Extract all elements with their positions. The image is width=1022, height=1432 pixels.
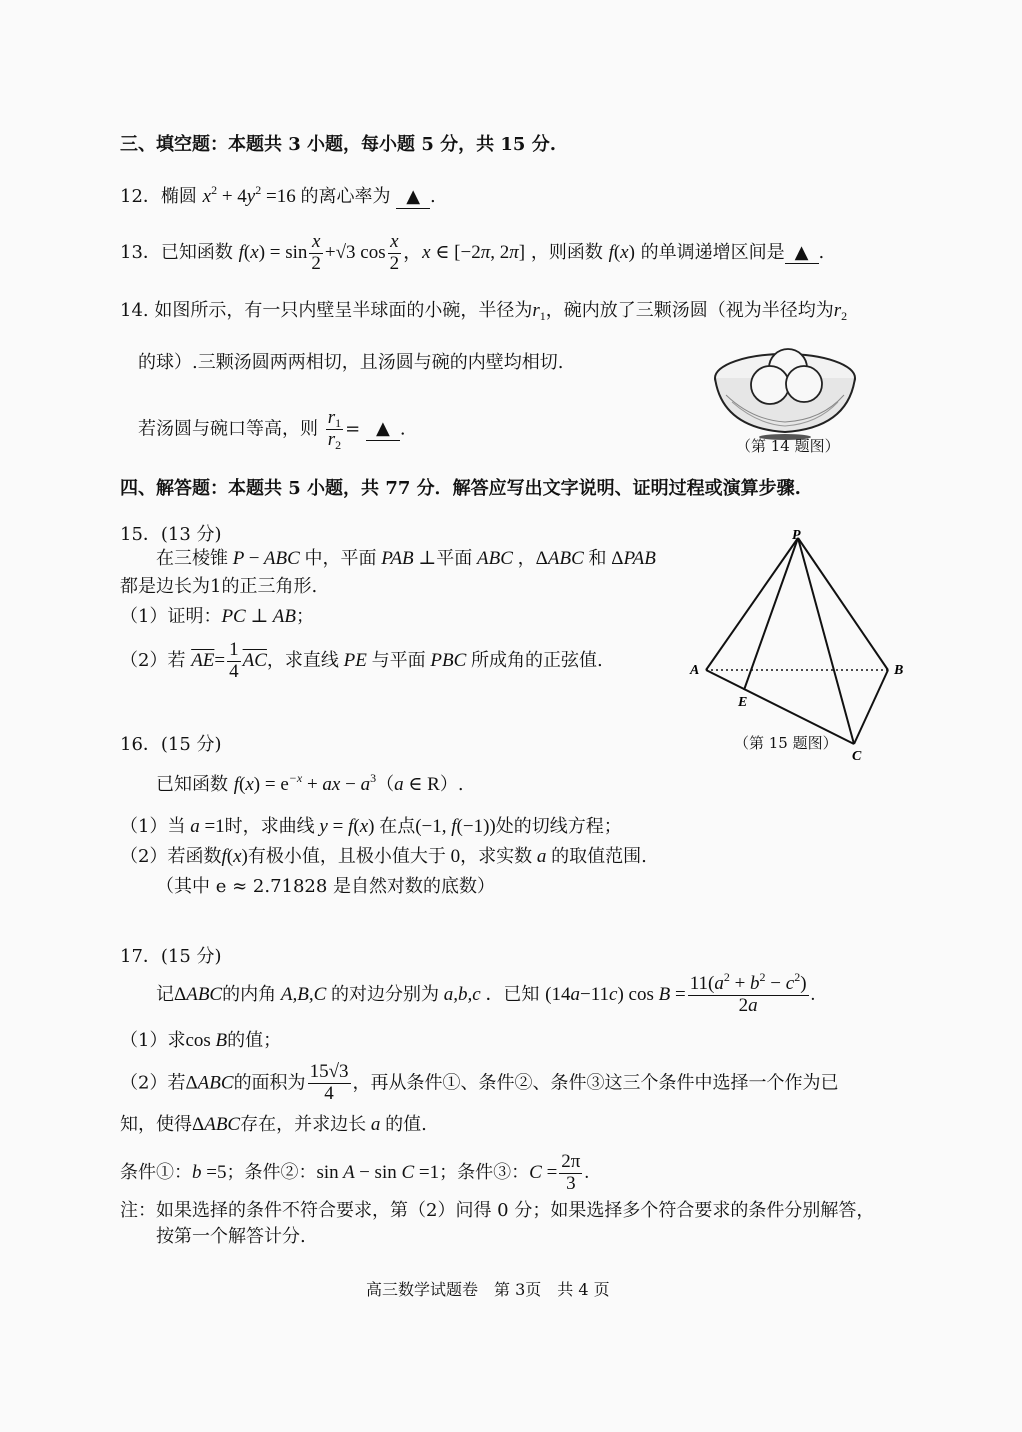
- q17-title: 17．(15 分): [120, 946, 222, 967]
- label-B: B: [894, 663, 904, 678]
- q14-r1: $r_1$: [532, 300, 546, 323]
- q16-note: （其中 e ≈ 2.71828 是自然对数的底数）: [156, 876, 496, 897]
- q14-ratio: $\frac{r_1}{r_2}$: [327, 407, 342, 452]
- q13-fx: f(x): [608, 241, 635, 263]
- question-12: 12．椭圆 $x^2 + 4y^2 =16$ 的离心率为 ▲ .: [120, 183, 436, 207]
- q13-answer-blank: ▲: [785, 242, 819, 265]
- q13-function: f(x) = sin $\frac{x}{2}$ +√3 cos $\frac{x}{2}$ ，x ∈ [−2π, 2π]: [238, 231, 526, 274]
- edge-AC: [706, 670, 854, 744]
- q13-suffix: 的单调递增区间是: [640, 241, 785, 263]
- q13-middle: ，则函数: [530, 241, 603, 263]
- q17-part2-line2: 知，使得ΔABC存在，并求边长 a 的值.: [120, 1114, 427, 1135]
- q17-part2-line1: （2）若ΔABC的面积为 $\frac{15√3}{4}$ ，再从条件①、条件②、条件③这三个条件中选择一个作为已: [120, 1061, 839, 1104]
- q17-conditions: 条件①：b =5；条件②：sin A − sin C =1；条件③：C = $\frac{2\pi}{3}$ .: [120, 1151, 590, 1194]
- q14-line2: 的球）.三颗汤圆两两相切，且汤圆与碗的内壁均相切.: [138, 352, 564, 373]
- edge-BC: [854, 670, 888, 744]
- q15-part1: （1）证明：PC ⊥ AB；: [120, 606, 314, 627]
- label-C: C: [852, 749, 862, 764]
- q14-answer-blank: ▲: [366, 418, 400, 441]
- q16-part1: （1）当 a =1时，求曲线 y = f(x) 在点(−1, f(−1))处的切线方程；: [120, 816, 622, 837]
- q17-note-line1: 注：如果选择的条件不符合要求，第（2）问得 0 分；如果选择多个符合要求的条件分别解答，: [120, 1200, 875, 1221]
- q16-title: 16．(15 分): [120, 734, 222, 755]
- section3-heading: 三、填空题：本题共 3 小题，每小题 5 分，共 15 分.: [120, 134, 556, 155]
- ball-left: [751, 366, 789, 404]
- section4-heading: 四、解答题：本题共 5 小题，共 77 分．解答应写出文字说明、证明过程或演算步骤.: [120, 478, 801, 499]
- bowl-illustration: [712, 340, 862, 440]
- q14-r2: $r_2$: [833, 300, 848, 323]
- ball-right: [786, 366, 822, 402]
- q17-part1: （1）求cos B的值；: [120, 1030, 282, 1051]
- q15-title: 15．(13 分): [120, 524, 222, 545]
- figure14-caption: （第 14 题图）: [736, 437, 840, 455]
- q15-stem-line2: 都是边长为1的正三角形.: [120, 576, 318, 597]
- label-P: P: [792, 528, 801, 543]
- q12-mid: 的离心率为: [300, 186, 391, 207]
- edge-PB: [798, 538, 888, 670]
- q15-stem-line1: 在三棱锥 P − ABC 中，平面 PAB ⊥平面 ABC ，ΔABC 和 ΔPAB: [156, 548, 656, 569]
- question-13: 13．已知函数 f(x) = sin $\frac{x}{2}$ +√3 cos $\frac{x}{2}$ ，x ∈ [−2π, 2π] ，则函数 f(x) 的单调递增区间是 ▲ .: [120, 231, 825, 274]
- label-E: E: [738, 695, 748, 710]
- q12-answer-blank: ▲: [396, 186, 430, 209]
- q17-given-equation: (14a−11c) cos B = $\frac{11(a^2 + b^2 - c^2)}{2a}$ .: [545, 970, 816, 1016]
- q14-line1: 14. 如图所示，有一只内壁呈半球面的小碗，半径为$r_1$，碗内放了三颗汤圆（视为半径均为$r_2$: [120, 300, 848, 323]
- edge-PC: [798, 538, 854, 744]
- q12-equation: $x^2 + 4y^2 =16$: [202, 183, 296, 207]
- page-footer: 高三数学试题卷 第 3页 共 4 页: [366, 1280, 610, 1299]
- q14-line3: 若汤圆与碗口等高，则 $\frac{r_1}{r_2}$ = ▲ .: [138, 407, 406, 452]
- q13-prefix: 13．已知函数: [120, 241, 233, 263]
- q16-part2: （2）若函数f(x)有极小值，且极小值大于 0，求实数 a 的取值范围.: [120, 846, 647, 867]
- edge-PA: [706, 538, 798, 670]
- q17-stem: 记ΔABC的内角 A,B,C 的对边分别为 a,b,c ．已知 (14a−11c) cos B = $\frac{11(a^2 + b^2 - c^2)}{2a}$ .: [156, 970, 816, 1016]
- figure15-caption: （第 15 题图）: [734, 734, 838, 752]
- pyramid-figure: [684, 524, 924, 764]
- edge-PE: [744, 538, 798, 690]
- q12-prefix: 12．椭圆: [120, 186, 197, 207]
- q17-note-line2: 按第一个解答计分.: [156, 1226, 306, 1247]
- q16-stem: 已知函数 $f(x) = e^{-x}$ + ax − $a^3(a$ ∈ R）.: [156, 771, 464, 795]
- label-A: A: [690, 663, 700, 678]
- q15-part2: （2）若 $\overline{AE}=$ $\frac{1}{4}$ $\overline{AC}$，求直线 PE 与平面 PBC 所成角的正弦值.: [120, 639, 603, 682]
